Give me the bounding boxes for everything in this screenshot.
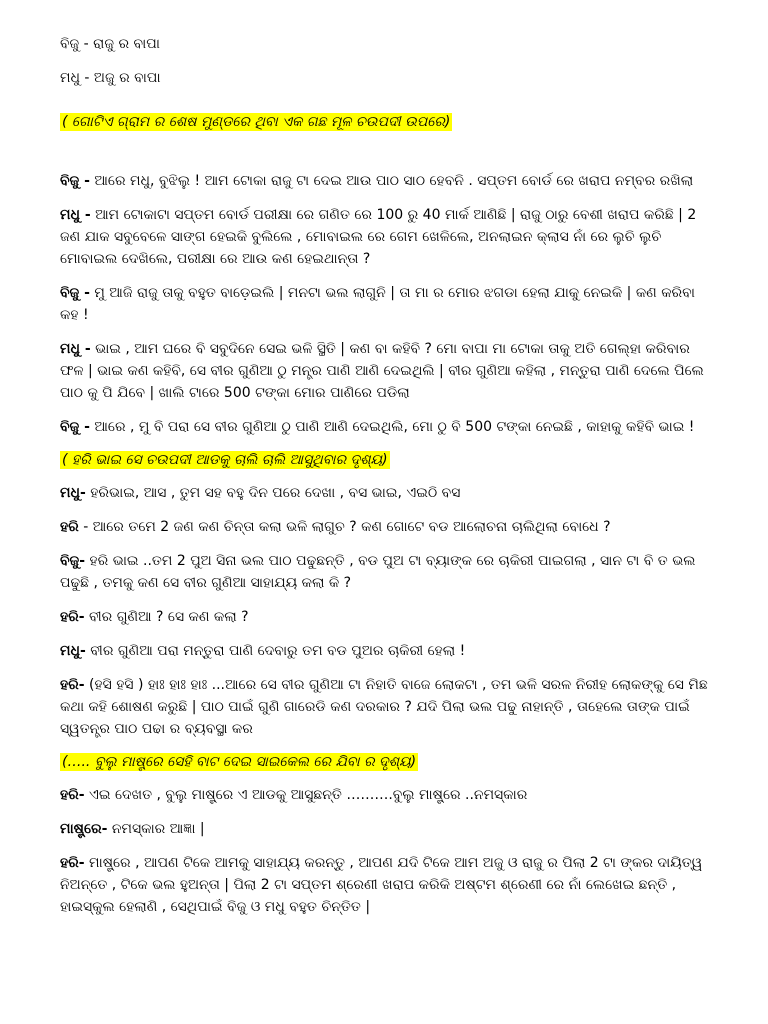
speaker: ହରି- [60, 855, 85, 871]
dialogue-4 [60, 338, 710, 404]
speaker: ହରି- [60, 609, 85, 625]
dialogue-12 [60, 784, 710, 806]
dialogue-text: ଏଇ ଦେଖତ , ବୁଲୁ ମାଷ୍ଟ୍ରେ ଏ ଆଡକୁ ଆସୁଛନ୍ତି ……….ବୁଲୁ ମାଷ୍ଟ୍ରେ ..ନମସ୍କାର [84, 787, 528, 803]
dialogue-1 [60, 170, 710, 192]
cast-item-madhu [60, 68, 710, 88]
cast-name: ବିଜୁ [60, 36, 80, 52]
speaker: ମଧୁ- [60, 485, 86, 501]
highlighted-stage-text: ( ହରି ଭାଇ ସେ ଚଉପଦୀ ଆଡକୁ ଚାଲି ଚାଲି ଆସୁଥିବାର ଦୃଶ୍ୟ) [62, 452, 388, 468]
speaker: ବିଜୁ- [60, 553, 86, 569]
highlighted-stage-text: ( ଗୋଟିଏ ଗ୍ରାମ ର ଶେଷ ମୁଣ୍ଡରେ ଥିବା ଏକ ଗଛ ମୂଳ ଚଉପଦୀ ଉପରେ) [62, 114, 451, 130]
cast-item-biju [60, 34, 710, 54]
dialogue-text: ଆରେ ମଧୁ, ବୁଝିଲୁ ! ଆମ ଟୋକା ରାଜୁ ଟା ଦେଇ ଆଉ ପାଠ ସାଠ ହେବନି . ସପ୍ତମ ବୋର୍ଡ ରେ ଖରାପ ନମ୍ବର ରଖିଲା [89, 173, 694, 189]
speaker: ମଧୁ- [60, 643, 86, 659]
stage-note-3 [60, 752, 710, 772]
speaker: ମଧୁ - [60, 341, 91, 357]
stage-note-2 [60, 450, 710, 470]
dialogue-3 [60, 282, 710, 326]
script-page [60, 34, 710, 930]
dialogue-text: (ହସି ହସି ) ହାଃ ହାଃ ହାଃ ...ଆରେ ସେ ବୀର ଗୁଣିଆ ଟା ନିହାତି ବାଜେ ଲୋକଟା , ତମ ଭଳି ସରଳ ନିରୀହ ଲୋକଙ୍କୁ ସେ ମିଛ କଥା କହି ଶୋଷଣ କରୁଛି | ପାଠ ପାଇଁ ଗୁଣି ଗାରେଡି କଣ ଦରକାର ? ଯଦି ପିଲା ଭଲ ପଢୁ ନାହାନ୍ତି , ତାହେଲେ ତାଙ୍କ ପାଇଁ ସ୍ୱତନ୍ତ୍ର ପାଠ ପଢା ର ବ୍ୟବସ୍ଥା କର [60, 677, 708, 737]
highlighted-stage-text: (….. ବୁଲୁ ମାଷ୍ଟ୍ରେ ସେହି ବାଟ ଦେଇ ସାଇକେଲ ରେ ଯିବା ର ଦୃଶ୍ୟ) [62, 754, 417, 770]
speaker: ମଧୁ - [60, 207, 91, 223]
cast-list [60, 34, 710, 88]
dialogue-text: ହରିଭାଇ, ଆସ , ତୁମ ସହ ବହୁ ଦିନ ପରେ ଦେଖା , ବସ ଭାଇ, ଏଇଠି ବସ [85, 485, 461, 501]
dialogue-text: - ଆରେ ତମେ 2 ଜଣ କଣ ଚିନ୍ତା କଲା ଭଳି ଲାଗୁଚ ? କଣ ଗୋଟେ ବଡ ଆଲୋଚନା ଚାଲିଥିଲା ବୋଧେ ? [78, 519, 611, 535]
cast-desc: - ରାଜୁ ର ବାପା [79, 36, 160, 52]
dialogue-14 [60, 852, 710, 918]
dialogue-7 [60, 516, 710, 538]
dialogue-text: ବୀର ଗୁଣିଆ ପରା ମନ୍ତୁରା ପାଣି ଦେବାରୁ ତମ ବଡ ପୁଅର ଚାକିରୀ ହେଲା ! [85, 643, 466, 659]
speaker: ହରି [60, 519, 79, 535]
dialogue-8 [60, 550, 710, 594]
speaker: ବିଜୁ - [60, 285, 90, 301]
dialogue-13 [60, 818, 710, 840]
speaker: ମାଷ୍ଟ୍ରେ- [60, 821, 108, 837]
dialogue-text: ମୁ ଆଜି ରାଜୁ ତାକୁ ବହୁତ ବାଡ଼େଇଲି | ମନଟା ଭଲ ଲାଗୁନି | ତା ମା ର ମୋର ଝଗଡା ହେଲା ଯାକୁ ନେଇକି | କଣ କରିବା କହ ! [60, 285, 695, 323]
stage-note-1 [60, 112, 710, 132]
speaker: ହରି- [60, 677, 85, 693]
speaker: ବିଜୁ - [60, 419, 90, 435]
dialogue-9 [60, 606, 710, 628]
dialogue-text: ନମସ୍କାର ଆଜ୍ଞା | [107, 821, 205, 837]
dialogue-2 [60, 204, 710, 270]
dialogue-6 [60, 482, 710, 504]
dialogue-text: ଆମ ଟୋକାଟା ସପ୍ତମ ବୋର୍ଡ ପରୀକ୍ଷା ରେ ଗଣିତ ରେ 100 ରୁ 40 ମାର୍କ ଆଣିଛି | ରାଜୁ ଠାରୁ ବେଶୀ ଖରାପ କରିଛି | 2 ଜଣ ଯାକ ସବୁବେଳେ ସାଙ୍ଗ ହେଇକି ବୁଲିଲେ , ମୋବାଇଲ ରେ ଗେମ ଖେଳିଲେ, ଅନଲାଇନ କ୍ଲାସ ନାଁ ରେ ଲୁଚି ଲୁଚି ମୋବାଇଲ ଦେଖିଲେ, ପରୀକ୍ଷା ରେ ଆଉ କଣ ହେଇଥାନ୍ତା ? [60, 207, 697, 267]
dialogue-10 [60, 640, 710, 662]
dialogue-text: ଭାଇ , ଆମ ଘରେ ବି ସବୁଦିନେ ସେଇ ଭଳି ସ୍ଥିତି | କଣ ବା କହିବି ? ମୋ ବାପା ମା ଟୋକା ତାକୁ ଅତି ଗେଲ୍ହା କରିବାର ଫଳ | ଭାଇ କଣ କହିବି, ସେ ବୀର ଗୁଣିଆ ଠୁ ମନ୍ତ୍ର ପାଣି ଆଣି ଦେଇଥିଲି | ବୀର ଗୁଣିଆ କହିଲା , ମନ୍ତୁରା ପାଣି ଦେଲେ ପିଲେ ପାଠ କୁ ପି ଯିବେ | ଖାଲି ଟାରେ 500 ଟଙ୍କା ମୋର ପାଣିରେ ପଡିଲା [60, 341, 704, 401]
dialogue-5 [60, 416, 710, 438]
dialogue-text: ଆରେ , ମୁ ବି ପରା ସେ ବୀର ଗୁଣିଆ ଠୁ ପାଣି ଆଣି ଦେଇଥିଲି, ମୋ ଠୁ ବି 500 ଟଙ୍କା ନେଇଛି , କାହାକୁ କହିବି ଭାଇ ! [89, 419, 695, 435]
dialogue-text: ହରି ଭାଇ ..ତମ 2 ପୁଅ ସିନା ଭଲ ପାଠ ପଢୁଛନ୍ତି , ବଡ ପୁଅ ଟା ବ୍ୟାଙ୍କ ରେ ଚାକିରୀ ପାଇଗଲା , ସାନ ଟା ବି ତ ଭଲ ପଢୁଛି , ତମକୁ କଣ ସେ ବୀର ଗୁଣିଆ ସାହାଯ୍ୟ କଲା କି ? [60, 553, 696, 591]
speaker: ବିଜୁ - [60, 173, 90, 189]
dialogue-11 [60, 674, 710, 740]
dialogue-text: ମାଷ୍ଟ୍ରେ , ଆପଣ ଟିକେ ଆମକୁ ସାହାଯ୍ୟ କରନ୍ତୁ , ଆପଣ ଯଦି ଟିକେ ଆମ ଅଜୁ ଓ ରାଜୁ ର ପିଲା 2 ଟା ଙ୍କର ଦାୟିତ୍ୱ ନିଅନ୍ତେ , ଟିକେ ଭଲ ହୁଅନ୍ତା | ପିଲା 2 ଟା ସପ୍ତମ ଶ୍ରେଣୀ ଖରାପ କରିକି ଅଷ୍ଟମ ଶ୍ରେଣୀ ରେ ନାଁ ଲେଖେଇ ଛନ୍ତି , ହାଇସ୍କୁଲ ହେଲାଣି , ସେଥିପାଇଁ ବିଜୁ ଓ ମଧୁ ବହୁତ ଚିନ୍ତିତ | [60, 855, 703, 915]
cast-desc: - ଅଜୁ ର ବାପା [79, 70, 161, 86]
dialogue-text: ବୀର ଗୁଣିଆ ? ସେ କଣ କଲା ? [84, 609, 249, 625]
cast-name: ମଧୁ [60, 70, 80, 86]
speaker: ହରି- [60, 787, 85, 803]
